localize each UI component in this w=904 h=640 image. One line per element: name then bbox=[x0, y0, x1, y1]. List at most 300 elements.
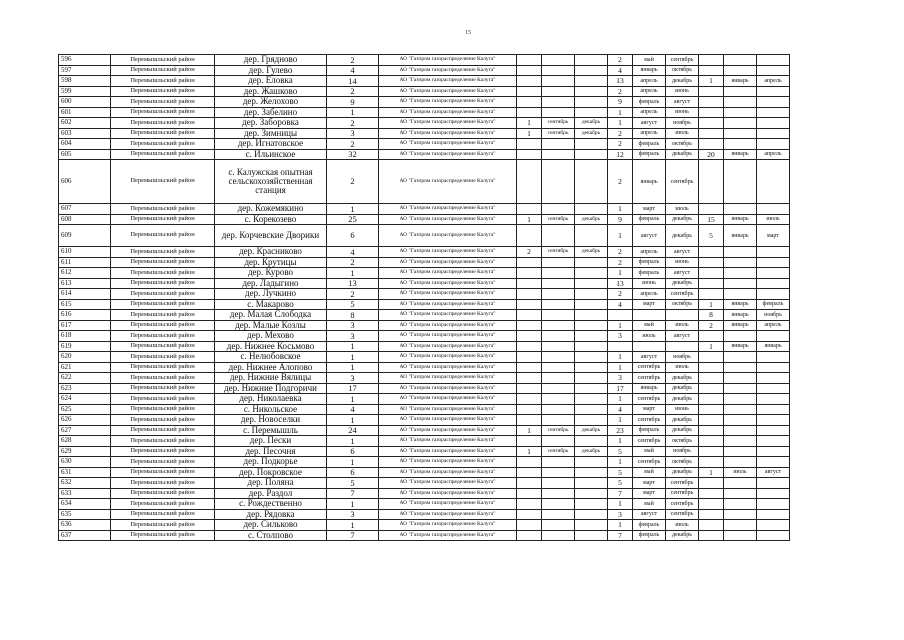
organization-cell: АО "Газпром газораспределение Калуга" bbox=[379, 107, 517, 118]
stage2-start-month-cell: апрель bbox=[633, 247, 666, 258]
settlement-cell: дер. Гулево bbox=[215, 65, 327, 76]
stage1-start-month-cell: сентябрь bbox=[542, 214, 575, 225]
stage1-end-month-cell: декабрь bbox=[575, 214, 608, 225]
stage3-end-month-cell bbox=[757, 352, 790, 363]
district-cell: Перемышльский район bbox=[111, 204, 215, 215]
settlement-cell: дер. Ладыгино bbox=[215, 278, 327, 289]
row-number: 614 bbox=[59, 289, 111, 300]
stage3-end-month-cell: апрель bbox=[757, 149, 790, 160]
stage1-start-month-cell bbox=[542, 341, 575, 352]
stage3-count-cell bbox=[699, 204, 724, 215]
quantity-cell: 32 bbox=[327, 149, 379, 160]
stage2-end-month-cell: июль bbox=[666, 362, 699, 373]
stage2-start-month-cell: август bbox=[633, 509, 666, 520]
gasification-schedule-table bbox=[58, 54, 790, 541]
quantity-cell: 24 bbox=[327, 425, 379, 436]
stage3-start-month-cell bbox=[724, 139, 757, 150]
stage2-count-cell: 1 bbox=[608, 204, 633, 215]
row-number: 616 bbox=[59, 310, 111, 321]
stage3-count-cell: 5 bbox=[699, 225, 724, 247]
stage1-end-month-cell: декабрь bbox=[575, 247, 608, 258]
stage3-end-month-cell bbox=[757, 160, 790, 204]
district-cell: Перемышльский район bbox=[111, 488, 215, 499]
stage2-end-month-cell bbox=[666, 310, 699, 321]
quantity-cell: 25 bbox=[327, 214, 379, 225]
stage3-end-month-cell bbox=[757, 86, 790, 97]
stage1-count-cell bbox=[517, 415, 542, 426]
stage3-start-month-cell bbox=[724, 404, 757, 415]
stage3-start-month-cell bbox=[724, 457, 757, 468]
row-number: 605 bbox=[59, 149, 111, 160]
stage3-end-month-cell bbox=[757, 128, 790, 139]
table-row bbox=[59, 331, 790, 342]
organization-cell: АО "Газпром газораспределение Калуга" bbox=[379, 76, 517, 87]
organization-cell: АО "Газпром газораспределение Калуга" bbox=[379, 289, 517, 300]
stage1-end-month-cell bbox=[575, 257, 608, 268]
stage3-start-month-cell bbox=[724, 86, 757, 97]
stage2-end-month-cell: декабрь bbox=[666, 278, 699, 289]
stage1-start-month-cell bbox=[542, 499, 575, 510]
stage2-start-month-cell: март bbox=[633, 488, 666, 499]
stage3-start-month-cell bbox=[724, 446, 757, 457]
stage3-start-month-cell bbox=[724, 204, 757, 215]
stage3-count-cell bbox=[699, 128, 724, 139]
table-row bbox=[59, 446, 790, 457]
stage3-count-cell bbox=[699, 383, 724, 394]
row-number: 626 bbox=[59, 415, 111, 426]
stage2-count-cell: 13 bbox=[608, 278, 633, 289]
district-cell: Перемышльский район bbox=[111, 299, 215, 310]
page-number: 15 bbox=[465, 30, 471, 36]
stage1-end-month-cell bbox=[575, 225, 608, 247]
row-number: 606 bbox=[59, 160, 111, 204]
organization-cell: АО "Газпром газораспределение Калуга" bbox=[379, 139, 517, 150]
stage1-end-month-cell bbox=[575, 383, 608, 394]
stage2-start-month-cell: июнь bbox=[633, 278, 666, 289]
stage3-end-month-cell bbox=[757, 436, 790, 447]
settlement-cell: дер. Лучкино bbox=[215, 289, 327, 300]
stage3-start-month-cell: январь bbox=[724, 310, 757, 321]
table-row bbox=[59, 383, 790, 394]
quantity-cell: 2 bbox=[327, 86, 379, 97]
row-number: 598 bbox=[59, 76, 111, 87]
stage1-count-cell bbox=[517, 65, 542, 76]
stage1-end-month-cell bbox=[575, 457, 608, 468]
stage2-start-month-cell: сентябрь bbox=[633, 436, 666, 447]
stage2-start-month-cell: январь bbox=[633, 160, 666, 204]
quantity-cell: 1 bbox=[327, 362, 379, 373]
organization-cell: АО "Газпром газораспределение Калуга" bbox=[379, 128, 517, 139]
stage2-count-cell: 2 bbox=[608, 86, 633, 97]
stage1-count-cell: 1 bbox=[517, 425, 542, 436]
table-row bbox=[59, 107, 790, 118]
district-cell: Перемышльский район bbox=[111, 97, 215, 108]
stage2-end-month-cell: декабрь bbox=[666, 373, 699, 384]
quantity-cell: 1 bbox=[327, 415, 379, 426]
district-cell: Перемышльский район bbox=[111, 341, 215, 352]
district-cell: Перемышльский район bbox=[111, 446, 215, 457]
table-row bbox=[59, 76, 790, 87]
stage3-end-month-cell bbox=[757, 404, 790, 415]
stage1-start-month-cell bbox=[542, 394, 575, 405]
stage2-start-month-cell: сентябрь bbox=[633, 362, 666, 373]
district-cell: Перемышльский район bbox=[111, 247, 215, 258]
stage2-end-month-cell: декабрь bbox=[666, 149, 699, 160]
stage3-count-cell bbox=[699, 446, 724, 457]
stage3-count-cell bbox=[699, 352, 724, 363]
stage3-count-cell bbox=[699, 278, 724, 289]
stage2-count-cell: 7 bbox=[608, 530, 633, 541]
stage2-count-cell: 9 bbox=[608, 97, 633, 108]
stage3-count-cell bbox=[699, 86, 724, 97]
stage3-end-month-cell bbox=[757, 55, 790, 66]
stage1-count-cell bbox=[517, 436, 542, 447]
row-number: 615 bbox=[59, 299, 111, 310]
stage2-start-month-cell: май bbox=[633, 499, 666, 510]
stage3-count-cell bbox=[699, 331, 724, 342]
stage3-start-month-cell: январь bbox=[724, 320, 757, 331]
row-number: 608 bbox=[59, 214, 111, 225]
stage3-count-cell: 1 bbox=[699, 299, 724, 310]
stage3-end-month-cell: февраль bbox=[757, 299, 790, 310]
stage2-start-month-cell: февраль bbox=[633, 149, 666, 160]
stage2-start-month-cell: март bbox=[633, 299, 666, 310]
organization-cell: АО "Газпром газораспределение Калуга" bbox=[379, 520, 517, 531]
stage3-count-cell bbox=[699, 425, 724, 436]
organization-cell: АО "Газпром газораспределение Калуга" bbox=[379, 149, 517, 160]
stage1-end-month-cell: декабрь bbox=[575, 128, 608, 139]
stage3-start-month-cell bbox=[724, 488, 757, 499]
stage2-end-month-cell: август bbox=[666, 97, 699, 108]
stage1-count-cell: 2 bbox=[517, 247, 542, 258]
stage1-start-month-cell bbox=[542, 225, 575, 247]
stage1-start-month-cell bbox=[542, 257, 575, 268]
stage3-count-cell bbox=[699, 118, 724, 129]
row-number: 603 bbox=[59, 128, 111, 139]
stage3-start-month-cell bbox=[724, 247, 757, 258]
stage2-end-month-cell: ноябрь bbox=[666, 352, 699, 363]
stage1-count-cell bbox=[517, 225, 542, 247]
stage2-start-month-cell: февраль bbox=[633, 530, 666, 541]
table-row bbox=[59, 128, 790, 139]
stage2-end-month-cell: июнь bbox=[666, 107, 699, 118]
stage1-start-month-cell bbox=[542, 86, 575, 97]
stage2-count-cell: 1 bbox=[608, 268, 633, 279]
stage1-end-month-cell bbox=[575, 97, 608, 108]
stage1-count-cell bbox=[517, 520, 542, 531]
row-number: 632 bbox=[59, 478, 111, 489]
stage2-start-month-cell: февраль bbox=[633, 97, 666, 108]
settlement-cell: дер. Нижние Вялицы bbox=[215, 373, 327, 384]
table-row bbox=[59, 352, 790, 363]
row-number: 610 bbox=[59, 247, 111, 258]
settlement-cell: с. Ильинское bbox=[215, 149, 327, 160]
quantity-cell: 17 bbox=[327, 383, 379, 394]
stage1-end-month-cell bbox=[575, 310, 608, 321]
district-cell: Перемышльский район bbox=[111, 499, 215, 510]
stage2-count-cell: 4 bbox=[608, 404, 633, 415]
stage2-count-cell: 2 bbox=[608, 257, 633, 268]
stage2-count-cell: 9 bbox=[608, 214, 633, 225]
stage2-count-cell: 1 bbox=[608, 352, 633, 363]
stage1-end-month-cell bbox=[575, 139, 608, 150]
stage2-start-month-cell: май bbox=[633, 320, 666, 331]
stage3-count-cell: 2 bbox=[699, 320, 724, 331]
stage3-start-month-cell bbox=[724, 97, 757, 108]
stage2-count-cell: 1 bbox=[608, 415, 633, 426]
table-row bbox=[59, 278, 790, 289]
settlement-cell: дер. Нижнее Алопово bbox=[215, 362, 327, 373]
quantity-cell: 1 bbox=[327, 204, 379, 215]
district-cell: Перемышльский район bbox=[111, 457, 215, 468]
stage2-end-month-cell: сентябрь bbox=[666, 478, 699, 489]
stage2-start-month-cell: апрель bbox=[633, 107, 666, 118]
quantity-cell: 8 bbox=[327, 310, 379, 321]
table-row bbox=[59, 467, 790, 478]
stage3-count-cell: 1 bbox=[699, 341, 724, 352]
quantity-cell: 14 bbox=[327, 76, 379, 87]
stage2-count-cell bbox=[608, 310, 633, 321]
stage1-start-month-cell bbox=[542, 362, 575, 373]
stage3-start-month-cell bbox=[724, 160, 757, 204]
stage1-end-month-cell bbox=[575, 86, 608, 97]
organization-cell: АО "Газпром газораспределение Калуга" bbox=[379, 214, 517, 225]
quantity-cell: 1 bbox=[327, 107, 379, 118]
table-row bbox=[59, 247, 790, 258]
stage2-end-month-cell: декабрь bbox=[666, 383, 699, 394]
stage1-start-month-cell bbox=[542, 310, 575, 321]
stage2-end-month-cell: декабрь bbox=[666, 425, 699, 436]
stage2-start-month-cell: февраль bbox=[633, 425, 666, 436]
row-number: 617 bbox=[59, 320, 111, 331]
district-cell: Перемышльский район bbox=[111, 76, 215, 87]
stage1-start-month-cell bbox=[542, 76, 575, 87]
organization-cell: АО "Газпром газораспределение Калуга" bbox=[379, 320, 517, 331]
stage2-start-month-cell: апрель bbox=[633, 128, 666, 139]
stage2-start-month-cell: февраль bbox=[633, 257, 666, 268]
stage3-end-month-cell: апрель bbox=[757, 320, 790, 331]
district-cell: Перемышльский район bbox=[111, 214, 215, 225]
stage1-count-cell bbox=[517, 257, 542, 268]
stage1-start-month-cell bbox=[542, 320, 575, 331]
stage2-start-month-cell: апрель bbox=[633, 86, 666, 97]
row-number: 609 bbox=[59, 225, 111, 247]
stage3-start-month-cell: январь bbox=[724, 341, 757, 352]
stage3-end-month-cell bbox=[757, 499, 790, 510]
table-row bbox=[59, 204, 790, 215]
stage2-start-month-cell: сентябрь bbox=[633, 394, 666, 405]
stage3-start-month-cell: январь bbox=[724, 214, 757, 225]
district-cell: Перемышльский район bbox=[111, 310, 215, 321]
stage3-end-month-cell bbox=[757, 331, 790, 342]
stage3-count-cell bbox=[699, 520, 724, 531]
organization-cell: АО "Газпром газораспределение Калуга" bbox=[379, 373, 517, 384]
table-row bbox=[59, 320, 790, 331]
stage2-end-month-cell: июль bbox=[666, 204, 699, 215]
stage3-count-cell bbox=[699, 362, 724, 373]
stage2-start-month-cell: август bbox=[633, 225, 666, 247]
stage1-start-month-cell bbox=[542, 467, 575, 478]
stage3-count-cell bbox=[699, 530, 724, 541]
district-cell: Перемышльский район bbox=[111, 320, 215, 331]
quantity-cell: 6 bbox=[327, 446, 379, 457]
table-row bbox=[59, 530, 790, 541]
stage1-count-cell bbox=[517, 362, 542, 373]
stage3-start-month-cell bbox=[724, 107, 757, 118]
row-number: 622 bbox=[59, 373, 111, 384]
stage1-start-month-cell bbox=[542, 352, 575, 363]
stage1-start-month-cell bbox=[542, 149, 575, 160]
stage2-start-month-cell: май bbox=[633, 467, 666, 478]
quantity-cell: 4 bbox=[327, 404, 379, 415]
stage3-end-month-cell bbox=[757, 394, 790, 405]
stage3-end-month-cell bbox=[757, 257, 790, 268]
row-number: 633 bbox=[59, 488, 111, 499]
quantity-cell: 1 bbox=[327, 457, 379, 468]
stage3-start-month-cell: январь bbox=[724, 149, 757, 160]
stage3-end-month-cell bbox=[757, 268, 790, 279]
stage2-count-cell: 2 bbox=[608, 55, 633, 66]
row-number: 621 bbox=[59, 362, 111, 373]
stage2-start-month-cell: февраль bbox=[633, 214, 666, 225]
stage1-end-month-cell bbox=[575, 467, 608, 478]
district-cell: Перемышльский район bbox=[111, 373, 215, 384]
stage3-start-month-cell bbox=[724, 278, 757, 289]
stage3-count-cell bbox=[699, 289, 724, 300]
stage1-end-month-cell: декабрь bbox=[575, 425, 608, 436]
stage3-start-month-cell bbox=[724, 268, 757, 279]
district-cell: Перемышльский район bbox=[111, 352, 215, 363]
row-number: 607 bbox=[59, 204, 111, 215]
stage3-count-cell bbox=[699, 97, 724, 108]
stage3-start-month-cell bbox=[724, 352, 757, 363]
table-row bbox=[59, 394, 790, 405]
organization-cell: АО "Газпром газораспределение Калуга" bbox=[379, 457, 517, 468]
row-number: 618 bbox=[59, 331, 111, 342]
stage1-count-cell bbox=[517, 107, 542, 118]
organization-cell: АО "Газпром газораспределение Калуга" bbox=[379, 352, 517, 363]
stage2-count-cell: 1 bbox=[608, 394, 633, 405]
stage1-count-cell bbox=[517, 488, 542, 499]
stage1-start-month-cell bbox=[542, 509, 575, 520]
stage2-count-cell: 1 bbox=[608, 499, 633, 510]
stage1-end-month-cell bbox=[575, 520, 608, 531]
organization-cell: АО "Газпром газораспределение Калуга" bbox=[379, 55, 517, 66]
stage2-end-month-cell: август bbox=[666, 331, 699, 342]
stage2-end-month-cell: декабрь bbox=[666, 214, 699, 225]
stage2-count-cell: 1 bbox=[608, 457, 633, 468]
stage3-end-month-cell bbox=[757, 118, 790, 129]
table-row bbox=[59, 341, 790, 352]
quantity-cell: 1 bbox=[327, 436, 379, 447]
district-cell: Перемышльский район bbox=[111, 415, 215, 426]
organization-cell: АО "Газпром газораспределение Калуга" bbox=[379, 383, 517, 394]
stage1-count-cell bbox=[517, 530, 542, 541]
organization-cell: АО "Газпром газораспределение Калуга" bbox=[379, 415, 517, 426]
stage3-count-cell bbox=[699, 488, 724, 499]
district-cell: Перемышльский район bbox=[111, 520, 215, 531]
stage2-start-month-cell bbox=[633, 310, 666, 321]
stage3-end-month-cell bbox=[757, 362, 790, 373]
stage2-end-month-cell: декабрь bbox=[666, 467, 699, 478]
stage3-start-month-cell: январь bbox=[724, 225, 757, 247]
stage2-end-month-cell: сентябрь bbox=[666, 488, 699, 499]
stage2-start-month-cell: апрель bbox=[633, 76, 666, 87]
row-number: 630 bbox=[59, 457, 111, 468]
settlement-cell: дер. Пески bbox=[215, 436, 327, 447]
stage1-count-cell bbox=[517, 289, 542, 300]
stage3-count-cell bbox=[699, 373, 724, 384]
organization-cell: АО "Газпром газораспределение Калуга" bbox=[379, 425, 517, 436]
stage2-start-month-cell: февраль bbox=[633, 520, 666, 531]
stage3-end-month-cell bbox=[757, 373, 790, 384]
stage2-start-month-cell: сентябрь bbox=[633, 415, 666, 426]
stage3-end-month-cell bbox=[757, 107, 790, 118]
district-cell: Перемышльский район bbox=[111, 530, 215, 541]
stage2-end-month-cell: октябрь bbox=[666, 299, 699, 310]
row-number: 601 bbox=[59, 107, 111, 118]
district-cell: Перемышльский район bbox=[111, 107, 215, 118]
table-row bbox=[59, 149, 790, 160]
stage1-start-month-cell bbox=[542, 415, 575, 426]
stage1-count-cell bbox=[517, 268, 542, 279]
table-row bbox=[59, 436, 790, 447]
stage3-count-cell bbox=[699, 55, 724, 66]
table-row bbox=[59, 225, 790, 247]
stage1-start-month-cell bbox=[542, 278, 575, 289]
stage3-end-month-cell bbox=[757, 247, 790, 258]
district-cell: Перемышльский район bbox=[111, 509, 215, 520]
stage2-start-month-cell: март bbox=[633, 204, 666, 215]
row-number: 619 bbox=[59, 341, 111, 352]
district-cell: Перемышльский район bbox=[111, 383, 215, 394]
table-row bbox=[59, 488, 790, 499]
settlement-cell: дер. Сильково bbox=[215, 520, 327, 531]
stage2-end-month-cell: сентябрь bbox=[666, 509, 699, 520]
stage3-start-month-cell: январь bbox=[724, 299, 757, 310]
organization-cell: АО "Газпром газораспределение Калуга" bbox=[379, 257, 517, 268]
stage1-start-month-cell bbox=[542, 530, 575, 541]
quantity-cell: 2 bbox=[327, 55, 379, 66]
stage1-end-month-cell bbox=[575, 341, 608, 352]
quantity-cell: 1 bbox=[327, 268, 379, 279]
settlement-cell: дер. Желохово bbox=[215, 97, 327, 108]
table-row bbox=[59, 425, 790, 436]
settlement-cell: дер. Рядовка bbox=[215, 509, 327, 520]
district-cell: Перемышльский район bbox=[111, 55, 215, 66]
stage2-end-month-cell: ноябрь bbox=[666, 118, 699, 129]
stage3-count-cell bbox=[699, 457, 724, 468]
quantity-cell: 3 bbox=[327, 373, 379, 384]
stage3-end-month-cell: июль bbox=[757, 214, 790, 225]
district-cell: Перемышльский район bbox=[111, 362, 215, 373]
stage2-start-month-cell: июль bbox=[633, 331, 666, 342]
row-number: 624 bbox=[59, 394, 111, 405]
district-cell: Перемышльский район bbox=[111, 225, 215, 247]
settlement-cell: дер. Зимницы bbox=[215, 128, 327, 139]
stage2-end-month-cell: июнь bbox=[666, 257, 699, 268]
stage3-count-cell bbox=[699, 107, 724, 118]
table-row bbox=[59, 509, 790, 520]
stage3-start-month-cell bbox=[724, 128, 757, 139]
organization-cell: АО "Газпром газораспределение Калуга" bbox=[379, 97, 517, 108]
row-number: 635 bbox=[59, 509, 111, 520]
settlement-cell: дер. Малая Слободка bbox=[215, 310, 327, 321]
stage1-start-month-cell bbox=[542, 520, 575, 531]
settlement-cell: дер. Нижние Подгоричи bbox=[215, 383, 327, 394]
row-number: 611 bbox=[59, 257, 111, 268]
stage1-count-cell bbox=[517, 394, 542, 405]
